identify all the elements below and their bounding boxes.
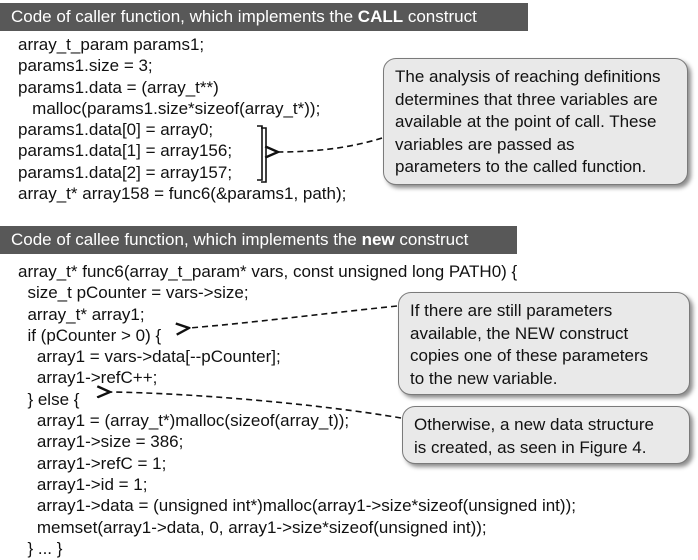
caller-note-line: The analysis of reaching definitions — [395, 67, 661, 86]
caller-header-prefix: Code of caller function, which implements the — [11, 7, 358, 26]
caller-header-bold: CALL — [357, 7, 404, 26]
callee-note1-line: copies one of these parameters — [410, 346, 649, 365]
callee-note2-line: is created, as seen in Figure 4. — [414, 437, 647, 457]
caller-note-line: available at the point of call. These — [395, 112, 657, 131]
caller-arrow-icon — [278, 138, 382, 152]
caller-note-line: determines that three variables are — [395, 89, 658, 109]
double-bracket-icon — [257, 126, 266, 182]
callee-note1-line: to the new variable. — [410, 368, 558, 388]
callee-header-prefix: Code of callee function, which implements the — [11, 230, 362, 249]
else-arrow-icon — [110, 392, 401, 418]
callee-note1-line: If there are still parameters — [410, 301, 613, 320]
callee-note2-line: Otherwise, a new data structure — [414, 415, 655, 434]
caller-note-line: variables are passed as — [395, 134, 575, 154]
callee-code-block: array_t* func6(array_t_param* vars, const unsigned long PATH0) { size_t pCounter = vars->size; array_t* array1; if (pCounter > 0) { array1 = vars->data[--pCounter]; array1->refC++; } else { array1 = (array_t*)malloc(sizeof(array_t)); array1->size = 386; array1->refC = 1; array1->id = 1; array1->data = (unsigned int*)malloc(array1->size*sizeof(unsigned int)); memset(array1->data, 0, array1->size*sizeof(unsigned int)); } ... } — [18, 262, 576, 558]
callee-header-suffix: construct — [394, 230, 469, 249]
caller-header-suffix: construct — [403, 7, 477, 26]
callee-header-bold: new — [361, 230, 395, 249]
caller-code-block: array_t_param params1; params1.size = 3; params1.data = (array_t**) malloc(params1.size*sizeof(array_t*)); params1.data[0] = array0; params1.data[1] = array156; params1.data[2] = array157; array_t* array158 = func6(&params1, path); — [18, 35, 347, 204]
callee-note1-line: available, the NEW construct — [410, 323, 629, 343]
if-arrow-icon — [189, 306, 397, 328]
caller-note-line: parameters to the called function. — [395, 157, 647, 176]
